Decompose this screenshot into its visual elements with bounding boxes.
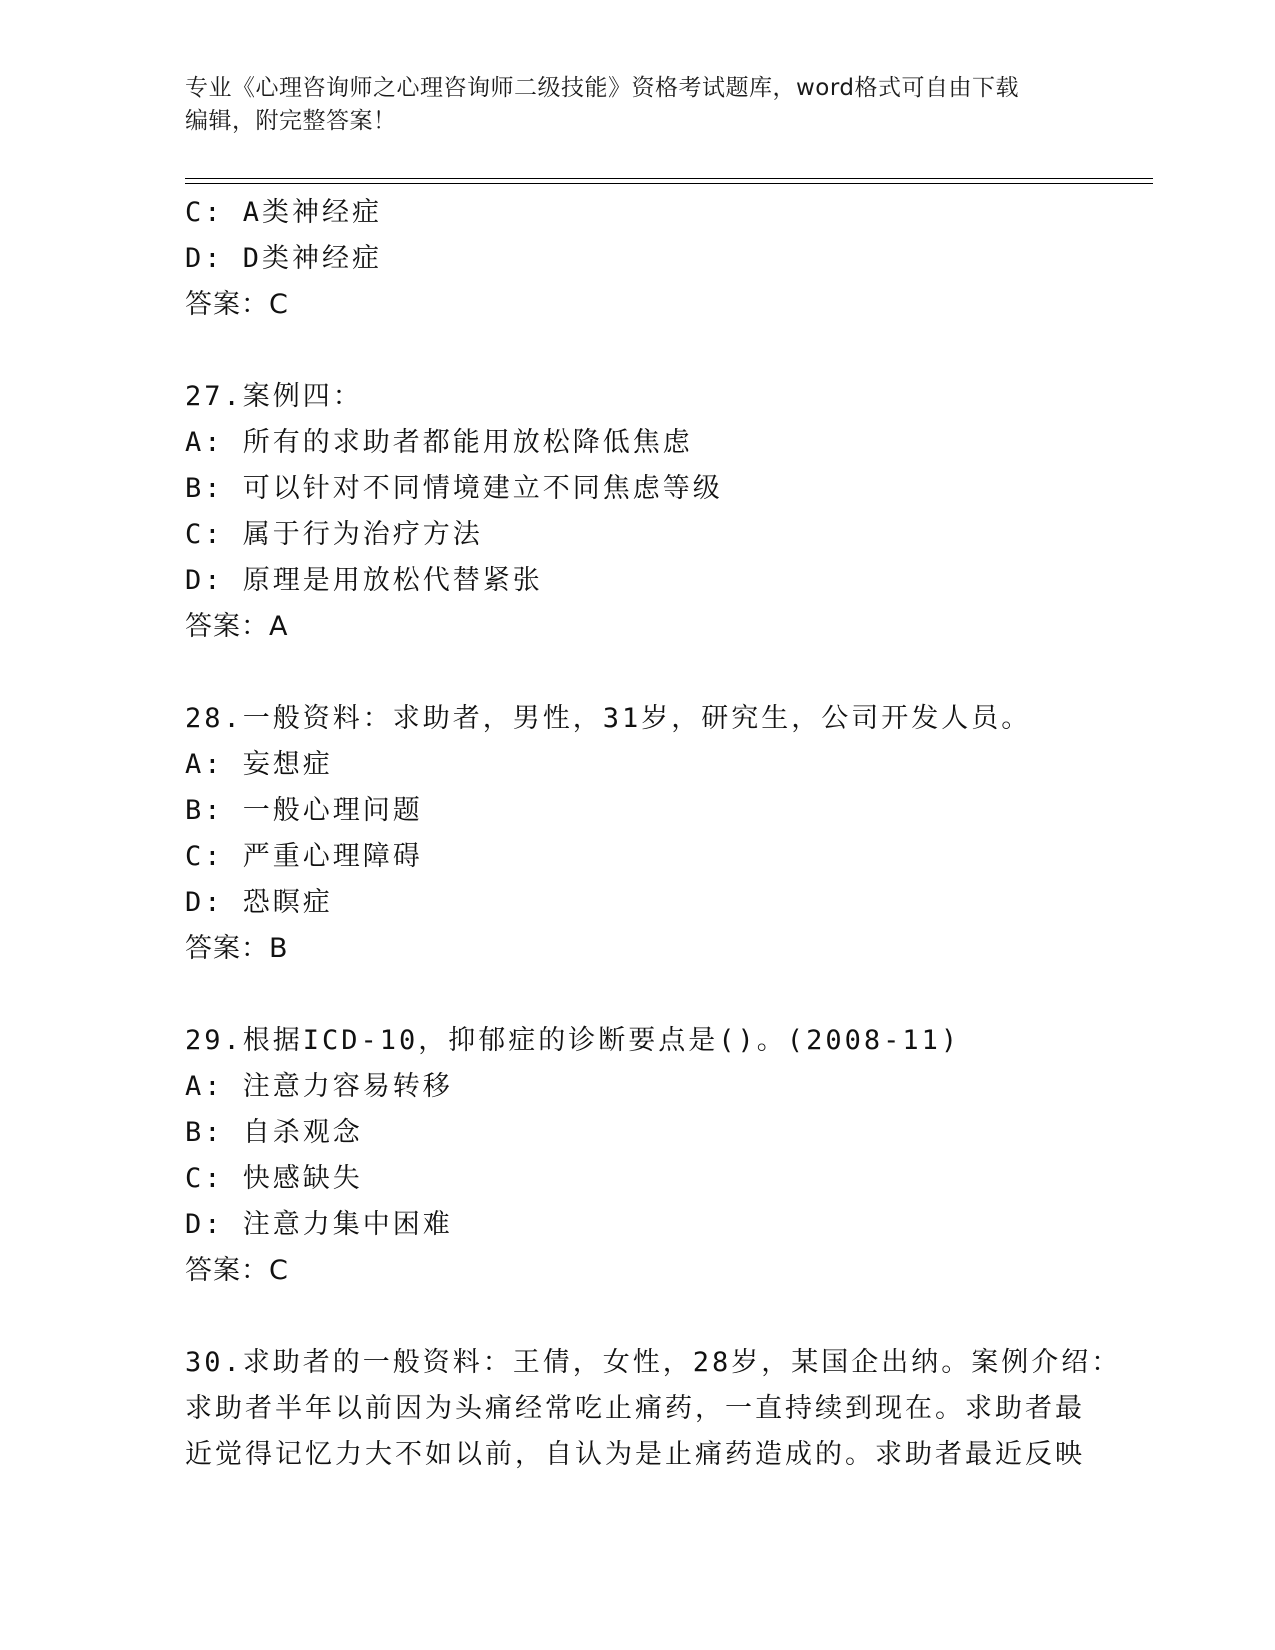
document-header [185, 72, 1085, 138]
spacer [185, 1294, 1085, 1340]
option-c: C: 属于行为治疗方法 [185, 519, 483, 550]
option-c: C: A类神经症 [185, 197, 383, 228]
option-b: B: 自杀观念 [185, 1117, 363, 1148]
question-30-stem-line-1: 30.求助者的一般资料：王倩，女性，28岁，某国企出纳。案例介绍： [185, 1347, 1122, 1378]
option-b: B: 可以针对不同情境建立不同焦虑等级 [185, 473, 723, 504]
option-c: C: 快感缺失 [185, 1163, 363, 1194]
question-29-stem: 29.根据ICD-10，抑郁症的诊断要点是()。(2008-11) [185, 1025, 961, 1056]
header-line-1: 专业《心理咨询师之心理咨询师二级技能》资格考试题库，word格式可自由下载 [185, 75, 1020, 101]
option-b: B: 一般心理问题 [185, 795, 423, 826]
option-c: C: 严重心理障碍 [185, 841, 423, 872]
spacer [185, 650, 1085, 696]
spacer [185, 972, 1085, 1018]
header-rule-top [185, 178, 1153, 179]
question-28-stem: 28.一般资料：求助者，男性，31岁，研究生，公司开发人员。 [185, 703, 1032, 734]
option-a: A: 妄想症 [185, 749, 333, 780]
question-content [185, 190, 1122, 1478]
spacer [185, 328, 1085, 374]
header-line-2: 编辑，附完整答案！ [185, 108, 397, 134]
option-d: D: 恐瞑症 [185, 887, 333, 918]
option-d: D: 原理是用放松代替紧张 [185, 565, 543, 596]
option-d: D: D类神经症 [185, 243, 383, 274]
question-30-stem-line-2: 求助者半年以前因为头痛经常吃止痛药，一直持续到现在。求助者最 [185, 1393, 1085, 1424]
answer-line: 答案：B [185, 933, 289, 964]
question-27-stem: 27.案例四： [185, 381, 363, 412]
option-a: A: 注意力容易转移 [185, 1071, 453, 1102]
header-rule-bottom [185, 183, 1153, 184]
answer-line: 答案：C [185, 1255, 289, 1286]
answer-line: 答案：A [185, 611, 289, 642]
question-30-stem-line-3: 近觉得记忆力大不如以前，自认为是止痛药造成的。求助者最近反映 [185, 1439, 1085, 1470]
option-a: A: 所有的求助者都能用放松降低焦虑 [185, 427, 693, 458]
option-d: D: 注意力集中困难 [185, 1209, 453, 1240]
answer-line: 答案：C [185, 289, 289, 320]
